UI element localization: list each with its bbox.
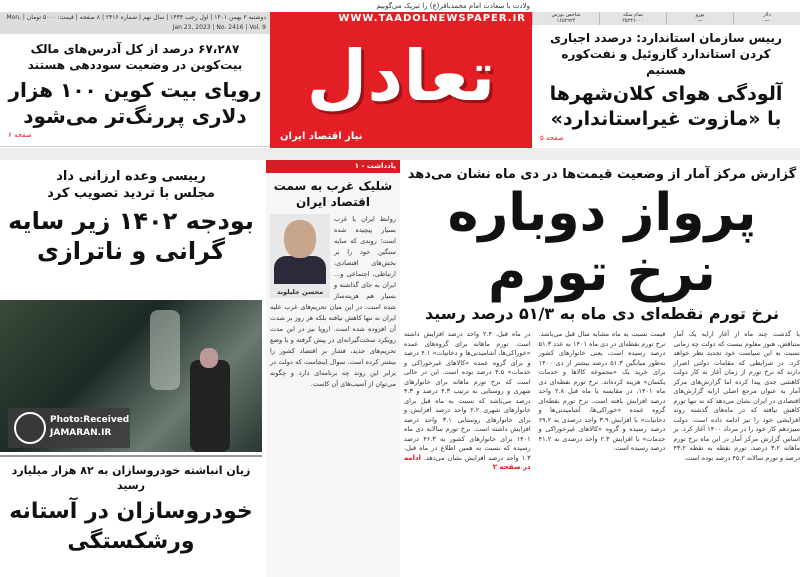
lead-kicker: گزارش مرکز آمار از وضعیت قیمت‌ها در دی ماه نشان می‌دهد bbox=[407, 167, 797, 182]
lead-headline-2: نرخ تورم bbox=[488, 243, 716, 303]
teaser-headline: آلودگی هوای کلان‌شهرها با «مازوت غیراستاندارد» bbox=[549, 82, 783, 130]
teaser-kicker: رییس سازمان استاندارد: درصدد اجباری کردن استاندارد گازوئیل و نفت‌کوره هستیم bbox=[550, 30, 782, 77]
market-index: شاخص بورس ۱۶۵۲۹۲۴ bbox=[532, 12, 599, 25]
lead-column-1: با گذشت چند ماه از آغاز ارایه یک آمار متناقض، هنوز معلوم نیست که دولت چه زمانی نسبت به این سیاست خود تجدید نظر خواهد کرد. در شرایطی که مقامات دولتی اصرار دارند که نرخ تورم از زمان آغاز به کار دولت کاهشی جدی پیدا کرده اما گزارش‌های مرکز آمار به عنوان مرجع اصلی ارایه گزارش‌های اقتصادی در ایران نشان می‌دهد که نه تنها تورم کاهش نیافته که در ماه‌های گذشته روند افزایشی خود را نیز ادامه داده است. دولت سیزدهم کار خود را در مرداد ۱۴۰۰ آغاز کرد. بر اساس گزارش مرکز آمار در این ماه نرخ تورم ماهانه ۳.۲ درصد، تورم نقطه به نقطه ۴۳.۲ درصد و تورم سالانه ۴۵.۲ درصد بوده است. bbox=[673, 330, 800, 462]
continued-link[interactable]: ادامه در صفحه ۲ bbox=[403, 453, 531, 471]
automakers-story[interactable] bbox=[0, 455, 262, 577]
photo-credit: Photo:Received JAMARAN.IR bbox=[8, 408, 130, 448]
teaser-headline: رویای بیت کوین ۱۰۰ هزار دلاری پررنگ‌تر می‌شود bbox=[8, 77, 262, 128]
lead-column-3: در ماه قبل، ۲.۴ واحد درصد افزایش داشته است. تورم ماهانه برای گروه‌های عمده «خوراکی‌ها، آشامیدنی‌ها و دخانیات» ۴.۱ درصد و برای گروه عمده «کالاهای غیرخوراکی و خدمات» ۴.۵ درصد بوده است. این در حالی است که نرخ تورم ماهانه برای خانوارهای شهری و روستایی به ترتیب ۴.۳ درصد و ۴.۳ درصد می‌باشد که نسبت به ماه قبل برای خانوارهای شهری ۲.۲ واحد درصد افزایش و برای خانوارهای روستایی ۳.۱ واحد درصد افزایش داشته است. نرخ تورم سالانه دی ماه ۱۴۰۱ برای خانوارهای کشور به ۴۶.۳ درصد رسیده که نسبت به همین اطلاع در ماه قبل، ۱.۳ واحد درصد افزایش نشان می‌دهد. ادامه در صفحه ۲ bbox=[403, 330, 531, 471]
lead-column-2: قیمت نسبت به ماه مشابه سال قبل می‌باشد. نرخ تورم نقطه‌ای در دی ماه ۱۴۰۱ به عدد ۵۱.۳ درصد رسیده است، یعنی خانوارهای کشور به‌طور میانگین ۵۱.۳ درصد بیشتر از دی ۱۴۰۰ برای خرید یک «مجموعه کالاها و خدمات یکسان» هزینه کرده‌اند. نرخ تورم نقطه‌ای دی ماه ۱۴۰۱، در مقایسه با ماه قبل ۲.۸ واحد درصد افزایش یافته است. نرخ تورم نقطه‌ای گروه عمده «خوراکی‌ها، آشامیدنی‌ها و دخانیات» با افزایش ۳.۹ واحد درصدی به ۶۹.۲ درصد رسیده و گروه «کالاهای غیرخوراکی و خدمات» با افزایش ۲.۳ واحد درصدی به ۴۱.۲ درصد رسیده است. bbox=[538, 330, 666, 452]
editorial-title: شلیک غرب به سمت اقتصاد ایران bbox=[273, 179, 393, 209]
website-url[interactable]: WWW.TAADOLNEWSPAPER.IR bbox=[338, 13, 526, 24]
top-announcement: ولادت با سعادت امام محمدباقر(ع) را تبریک می‌گوییم bbox=[376, 2, 530, 10]
market-coin: تمام سکه ۲۵۲۴۶۰۰۰ bbox=[599, 12, 666, 25]
lead-subhead: نرخ تورم نقطه‌ای دی ماه به ۵۱/۳ درصد رسید bbox=[425, 304, 779, 323]
automakers-headline: خودروسازان در آستانه ورشکستگی bbox=[9, 499, 253, 554]
lead-story-wrap bbox=[404, 160, 800, 577]
lead-story[interactable] bbox=[404, 160, 800, 324]
author-name: محسن جلیلوند bbox=[270, 288, 330, 297]
lead-headline-1: پرواز دوباره bbox=[447, 183, 757, 243]
masthead-logo bbox=[270, 12, 532, 148]
teaser-bitcoin[interactable] bbox=[0, 34, 270, 147]
teaser-pollution[interactable] bbox=[532, 25, 800, 147]
jamaran-logo-icon bbox=[14, 412, 46, 444]
editorial-label: یادداشت - ۱ bbox=[266, 160, 400, 173]
teaser-kicker: ۶۷،۲۸۷ درصد از کل آدرس‌های مالک بیت‌کوین در وضعیت سوددهی هستند bbox=[27, 41, 243, 72]
page-ref[interactable]: صفحه ۶ bbox=[8, 130, 32, 139]
page-ref[interactable]: صفحه ۵ bbox=[540, 133, 564, 142]
slogan: نیاز اقتصاد ایران bbox=[280, 131, 363, 142]
separator-band bbox=[0, 148, 800, 160]
newspaper-name: تعادل bbox=[306, 35, 496, 117]
market-ticker bbox=[532, 12, 800, 25]
editorial-body: محسن جلیلوند روابط ایران با غرب بسیار پیچیده شده است؛ روندی که سایه سنگین خود را بر بخش‌های اقتصادی، ارتباطی، اجتماعی و... ایران به جای گذاشته و بسیار هم هزینه‌ساز شده است. در این میان تحریم‌های غرب علیه ایران نه تنها کاهش نیافته بلکه هر روز بر شدت آن افزوده شده است. اروپا نیز در این مدت رویکرد سخت‌گیرانه‌ای در پیش گرفته و با وضع تحریم‌های جدید، فشار بر اقتصاد کشور را بیشتر کرده است. سوال اینجاست که دولت در برابر این روند چه برنامه‌ای دارد و چگونه می‌توان از آسیب‌های آن کاست. bbox=[270, 215, 396, 388]
budget-headline: بودجه ۱۴۰۲ زیر سایه گرانی و ناترازی bbox=[8, 207, 254, 265]
lead-body bbox=[404, 324, 800, 577]
editorial-column[interactable] bbox=[266, 160, 400, 577]
market-euro: یورو — bbox=[666, 12, 733, 25]
dateline: دوشنبه ۳ بهمن ۱۴۰۱ | اول رجب ۱۴۴۴ | سال نهم | شماره ۲۴۱۶ | ۸ صفحه | قیمت: ۵۰۰۰ تومان | Mon, Jan 23, 2023 | No. 2416 | Vol. 9 bbox=[0, 12, 270, 34]
author-photo bbox=[270, 214, 330, 298]
budget-kicker: رییسی وعده ارزانی داد مجلس با تردید تصویب کرد bbox=[47, 169, 215, 201]
market-dollar: دلار — bbox=[733, 12, 800, 25]
budget-story[interactable] bbox=[0, 160, 262, 298]
automakers-kicker: زیان انباشته خودروسازان به ۸۲ هزار میلیارد رسید bbox=[11, 464, 251, 492]
